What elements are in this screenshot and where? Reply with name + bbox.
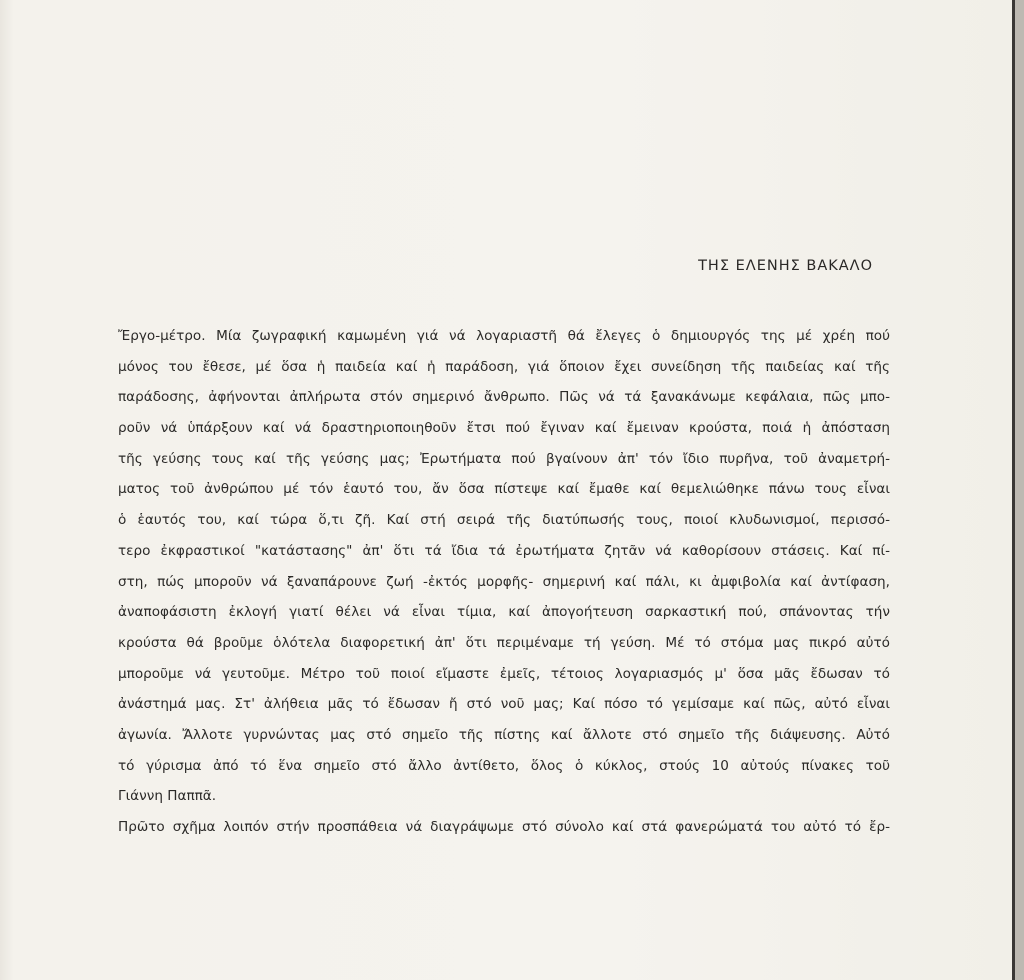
author-heading: ΤΗΣ ΕΛΕΝΗΣ ΒΑΚΑΛΟ — [698, 258, 873, 274]
text-line: ἀνάστημά μας. Στ' ἀλήθεια μᾶς τό ἔδωσαν ἤ στό νοῦ μας; Καί πόσο τό γεμίσαμε καί πῶς, αὐτό εἶναι — [118, 696, 890, 713]
text-line: Γιάννη Παππᾶ. — [118, 788, 217, 805]
scan-edge — [1015, 0, 1024, 980]
text-line: ἀναποφάσιστη ἐκλογή γιατί θέλει νά εἶναι τίμια, καί ἀπογοήτευση σαρκαστική πού, σπάνοντας τήν — [118, 604, 890, 621]
text-line: Πρῶτο σχῆμα λοιπόν στήν προσπάθεια νά διαγράψωμε στό σύνολο καί στά φανερώματά του αὐτό τό ἔρ- — [118, 819, 890, 835]
text-line: μόνος του ἔθεσε, μέ ὅσα ἡ παιδεία καί ἡ παράδοση, γιά ὅποιον ἔχει συνείδηση τῆς παιδείας καί τῆς — [118, 358, 890, 375]
text-line: ροῦν νά ὑπάρξουν καί νά δραστηριοποιηθοῦν ἔτσι πού ἔγιναν καί ἔμειναν κρούστα, ποιά ἡ ἀπόσταση — [118, 420, 890, 437]
text-line: κρούστα θά βροῦμε ὁλότελα διαφορετική ἀπ' ὅτι περιμέναμε τή γεύση. Μέ τό στόμα μας πικρό αὐτό — [118, 634, 890, 651]
text-line: μποροῦμε νά γευτοῦμε. Μέτρο τοῦ ποιοί εἴμαστε ἐμεῖς, τέτοιος λογαριασμός μ' ὅσα μᾶς ἔδωσαν τό — [118, 665, 890, 682]
text-line: ματος τοῦ ἀνθρώπου μέ τόν ἑαυτό του, ἄν ὅσα πίστεψε καί ἔμαθε καί θεμελιώθηκε πάνω τους εἶναι — [118, 481, 890, 498]
text-line: τερο ἐκφραστικοί "κατάστασης" ἀπ' ὅτι τά ἴδια τά ἐρωτήματα ζητᾶν νά καθορίσουν στάσεις. Καί πί- — [118, 542, 890, 559]
text-line: τό γύρισμα ἀπό τό ἕνα σημεῖο στό ἄλλο ἀντίθετο, ὅλος ὁ κύκλος, στούς 10 αὐτούς πίνακες τοῦ — [118, 757, 890, 774]
text-line: Ἔργο-μέτρο. Μία ζωγραφική καμωμένη γιά νά λογαριαστῆ θά ἔλεγες ὁ δημιουργός της μέ χρέη πού — [118, 328, 890, 344]
text-line: τῆς γεύσης τους καί τῆς γεύσης μας; Ἐρωτήματα πού βγαίνουν ἀπ' τόν ἴδιο πυρῆνα, τοῦ ἀναμετρή- — [118, 450, 890, 467]
text-line: ἀγωνία. Ἄλλοτε γυρνώντας μας στό σημεῖο τῆς πίστης καί ἄλλοτε στό σημεῖο τῆς διάψευσης. Αὐτό — [118, 726, 890, 743]
text-line: ὁ ἑαυτός του, καί τώρα ὅ,τι ζῆ. Καί στή σειρά τῆς διατύπωσής τους, ποιοί κλυδωνισμοί, περισσό- — [118, 512, 890, 529]
body-text — [118, 321, 890, 843]
text-line: στη, πώς μποροῦν νά ξαναπάρουνε ζωή -ἐκτός μορφῆς- σημερινή καί πάλι, κι ἀμφιβολία καί ἀντίφαση, — [118, 573, 890, 590]
text-line: παράδοσης, ἀφήνονται ἀπλήρωτα στόν σημερινό ἄνθρωπο. Πῶς νά τά ξανακάνωμε κεφάλαια, πῶς μπο- — [118, 389, 890, 406]
